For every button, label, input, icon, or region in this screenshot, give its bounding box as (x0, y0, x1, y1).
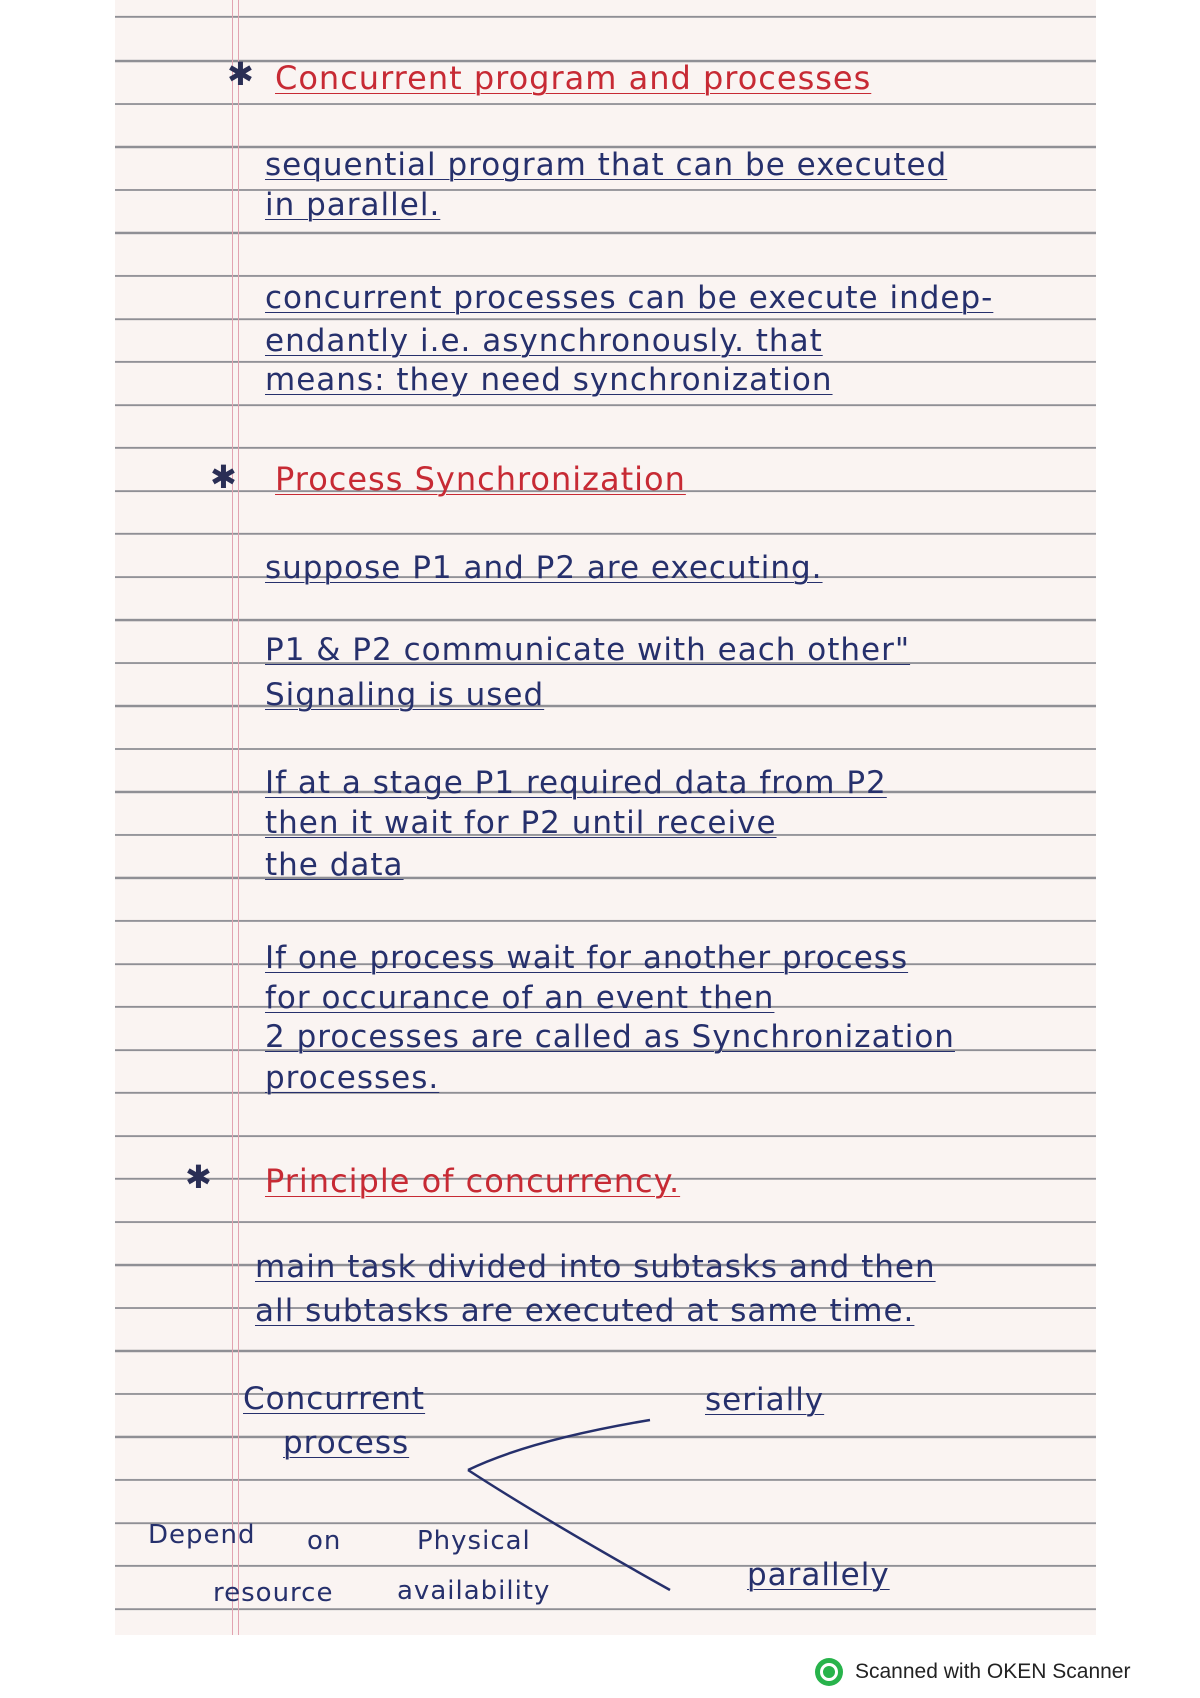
diagram-label-serially: serially (705, 1382, 825, 1418)
para2-line2: endantly i.e. asynchronously. that (265, 323, 823, 359)
star-bullet-icon: ✱ (210, 458, 237, 496)
para3-line1: suppose P1 and P2 are executing. (265, 550, 823, 586)
note-physical: Physical (417, 1526, 531, 1556)
heading-concurrent-program: Concurrent program and processes (275, 59, 872, 97)
star-bullet-icon: ✱ (227, 55, 254, 93)
para5-line2: then it wait for P2 until receive (265, 805, 777, 841)
note-on: on (307, 1526, 342, 1556)
para4-line1: P1 & P2 communicate with each other" (265, 632, 911, 668)
note-availability: availability (397, 1576, 551, 1606)
diagram-label-concurrent: Concurrent (243, 1381, 426, 1417)
para4-line2: Signaling is used (265, 677, 545, 713)
para7-line1: main task divided into subtasks and then (255, 1249, 936, 1285)
notebook-page (115, 0, 1096, 1635)
heading-principle-of-concurrency: Principle of concurrency. (265, 1162, 681, 1200)
para2-line3: means: they need synchronization (265, 362, 833, 398)
para6-line2: for occurance of an event then (265, 980, 775, 1016)
para6-line4: processes. (265, 1060, 440, 1096)
para1-line2: in parallel. (265, 187, 441, 223)
para6-line3: 2 processes are called as Synchronization (265, 1019, 955, 1055)
diagram-label-parallely: parallely (747, 1557, 890, 1593)
para7-line2: all subtasks are executed at same time. (255, 1293, 915, 1329)
oken-scanner-logo-icon (815, 1658, 843, 1686)
para5-line1: If at a stage P1 required data from P2 (265, 765, 887, 801)
para6-line1: If one process wait for another process (265, 940, 909, 976)
diagram-label-process: process (283, 1425, 410, 1461)
scanner-watermark-text: Scanned with OKEN Scanner (855, 1660, 1131, 1683)
para2-line1: concurrent processes can be execute indep- (265, 280, 994, 316)
star-bullet-icon: ✱ (185, 1158, 212, 1196)
margin-line (232, 0, 233, 1635)
margin-line (238, 0, 239, 1635)
para5-line3: the data (265, 847, 404, 883)
scanner-watermark (815, 1655, 1130, 1689)
heading-process-synchronization: Process Synchronization (275, 460, 686, 498)
para1-line1: sequential program that can be executed (265, 147, 948, 183)
note-depend: Depend (148, 1520, 256, 1550)
note-resource: resource (213, 1578, 334, 1608)
